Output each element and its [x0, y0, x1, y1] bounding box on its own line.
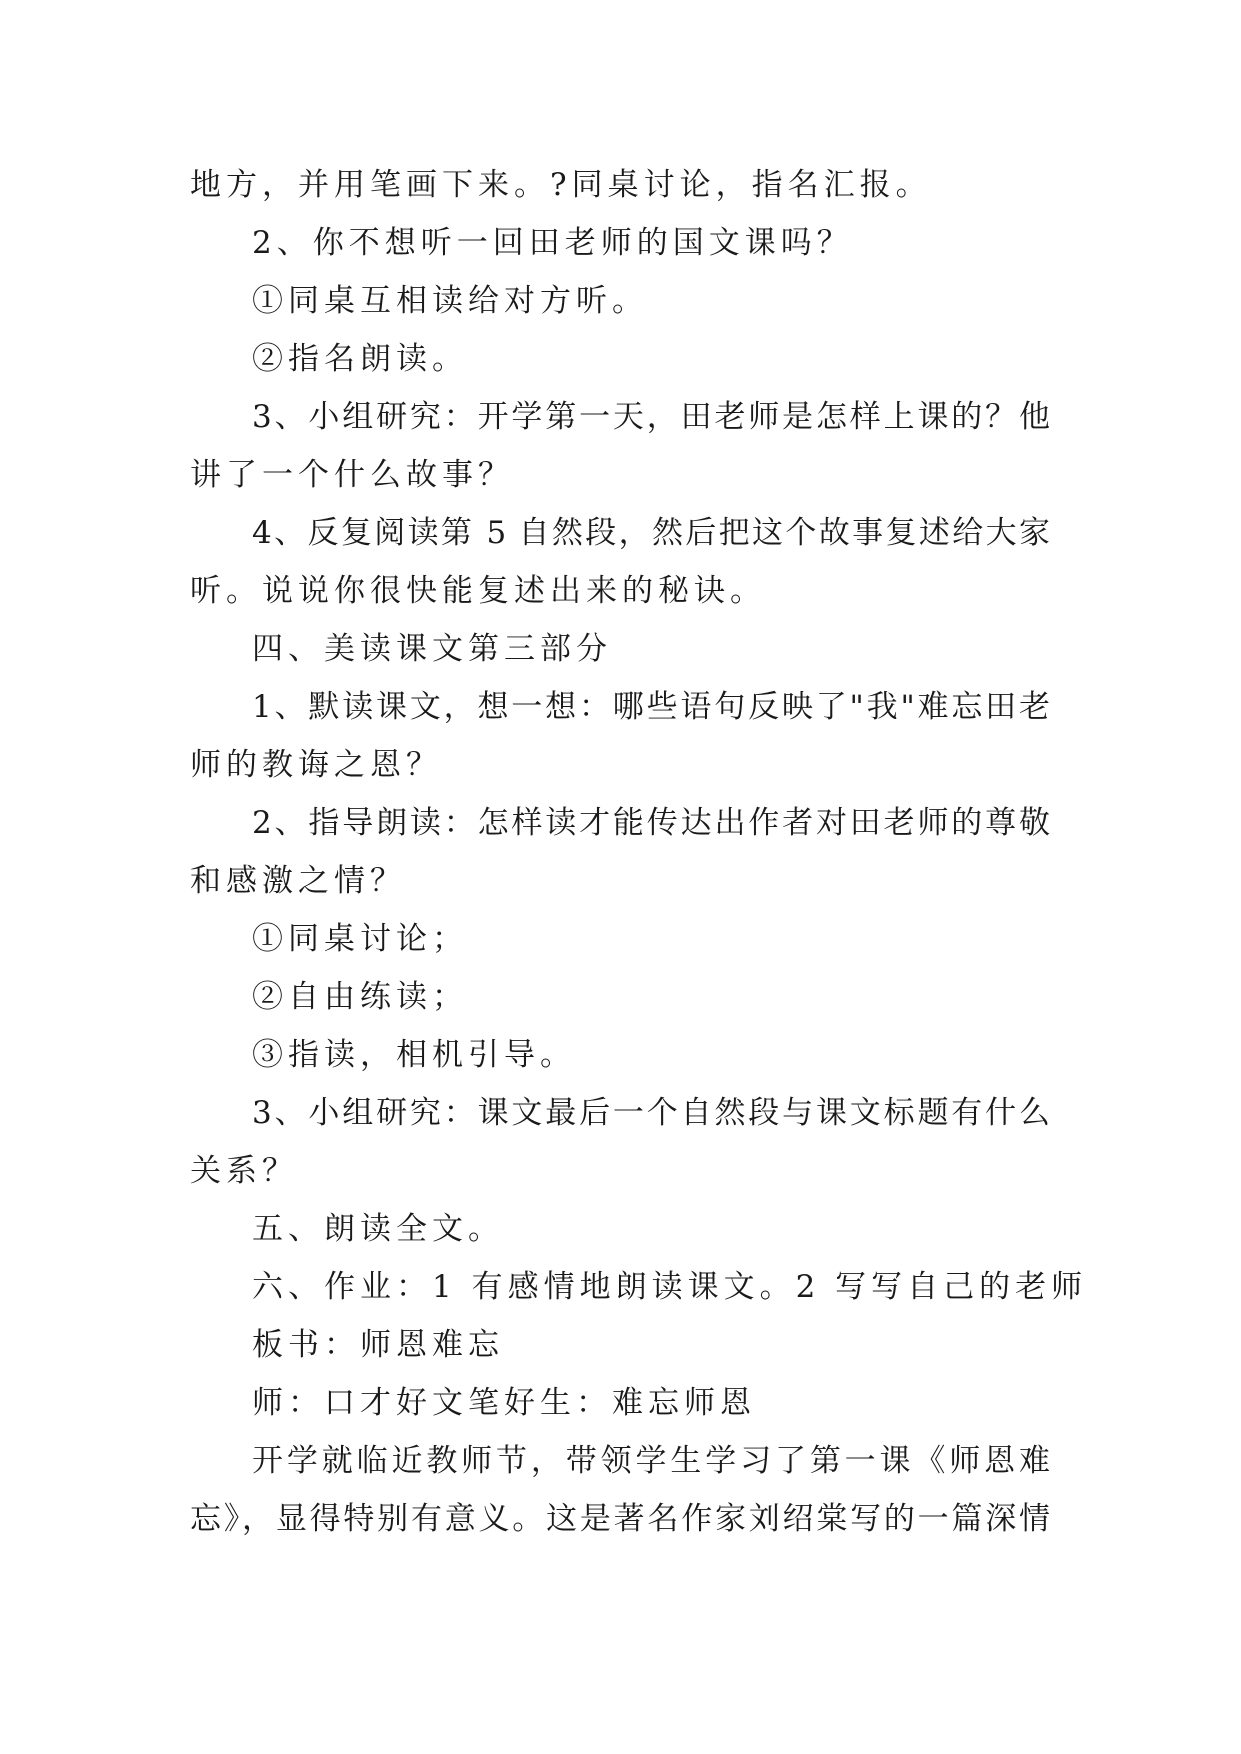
text-line: 3、小组研究：开学第一天，田老师是怎样上课的？他 — [252, 399, 1050, 435]
text-line: ②指名朗读。 — [252, 341, 468, 377]
text-line: ①同桌互相读给对方听。 — [252, 283, 648, 319]
text-line: 师：口才好文笔好生：难忘师恩 — [252, 1385, 756, 1421]
text-line: 关系？ — [190, 1153, 298, 1189]
text-line: 开学就临近教师节，带领学生学习了第一课《师恩难 — [252, 1443, 1050, 1479]
text-line: 4、反复阅读第 5 自然段，然后把这个故事复述给大家 — [252, 515, 1050, 551]
text-line: 2、指导朗读：怎样读才能传达出作者对田老师的尊敬 — [252, 805, 1050, 841]
section-heading: 五、朗读全文。 — [252, 1211, 504, 1247]
text-line: 听。说说你很快能复述出来的秘诀。 — [190, 573, 766, 609]
text-line: ②自由练读； — [252, 979, 468, 1015]
section-heading: 六、作业：1 有感情地朗读课文。2 写写自己的老师 — [252, 1269, 1088, 1305]
text-line: ③指读，相机引导。 — [252, 1037, 576, 1073]
text-line: 师的教诲之恩？ — [190, 747, 442, 783]
text-line: 和感激之情？ — [190, 863, 406, 899]
text-line: ①同桌讨论； — [252, 921, 468, 957]
text-line: 3、小组研究：课文最后一个自然段与课文标题有什么 — [252, 1095, 1050, 1131]
section-heading: 四、美读课文第三部分 — [252, 631, 612, 667]
text-line: 讲了一个什么故事？ — [190, 457, 514, 493]
text-line: 2、你不想听一回田老师的国文课吗？ — [252, 225, 853, 261]
text-line: 板书：师恩难忘 — [252, 1327, 504, 1363]
text-line: 忘》，显得特别有意义。这是著名作家刘绍棠写的一篇深情 — [190, 1501, 1050, 1537]
text-line: 1、默读课文，想一想：哪些语句反映了"我"难忘田老 — [252, 689, 1050, 725]
text-line: 地方，并用笔画下来。?同桌讨论，指名汇报。 — [190, 167, 932, 203]
